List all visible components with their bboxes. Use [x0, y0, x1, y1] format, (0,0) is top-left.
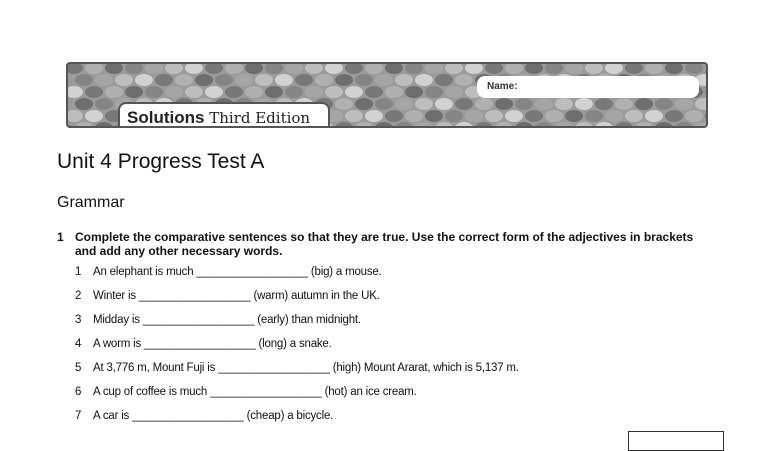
page-title: Unit 4 Progress Test A — [57, 150, 265, 173]
brand-logo — [127, 108, 310, 128]
item-number: 2 — [75, 290, 82, 302]
item-number: 3 — [75, 314, 82, 326]
exercise-item — [75, 290, 380, 302]
exercise-item — [75, 338, 332, 350]
exercise-item — [75, 410, 333, 422]
exercise-item — [75, 314, 361, 326]
exercise-item — [75, 266, 382, 278]
item-number: 7 — [75, 410, 82, 422]
item-number: 5 — [75, 362, 82, 374]
brand-edition: Third Edition — [204, 109, 311, 127]
brand-tab — [118, 102, 330, 128]
item-text: Winter is __________________ (warm) autumn in the UK. — [93, 290, 380, 302]
item-number: 4 — [75, 338, 82, 350]
item-text: A cup of coffee is much __________________ (hot) an ice cream. — [93, 386, 417, 398]
section-heading: Grammar — [57, 194, 125, 211]
name-field[interactable] — [477, 76, 699, 98]
header-banner — [66, 62, 708, 128]
marks-box — [628, 431, 724, 451]
item-text: Midday is __________________ (early) than midnight. — [93, 314, 361, 326]
exercise-item — [75, 362, 519, 374]
item-text: A car is __________________ (cheap) a bicycle. — [93, 410, 334, 422]
item-text: An elephant is much __________________ (big) a mouse. — [93, 266, 382, 278]
item-number: 1 — [75, 266, 82, 278]
brand-name: Solutions — [127, 108, 205, 127]
item-number: 6 — [75, 386, 82, 398]
exercise-item — [75, 386, 417, 398]
name-label: Name: — [487, 81, 518, 92]
question-instruction: Complete the comparative sentences so that they are true. Use the correct form of the adjectives in brackets and add any other necessary words. — [75, 230, 694, 258]
item-text: At 3,776 m, Mount Fuji is __________________ (high) Mount Ararat, which is 5,137 m. — [93, 362, 519, 374]
question-number: 1 — [57, 230, 64, 244]
item-text: A worm is __________________ (long) a snake. — [93, 338, 332, 350]
